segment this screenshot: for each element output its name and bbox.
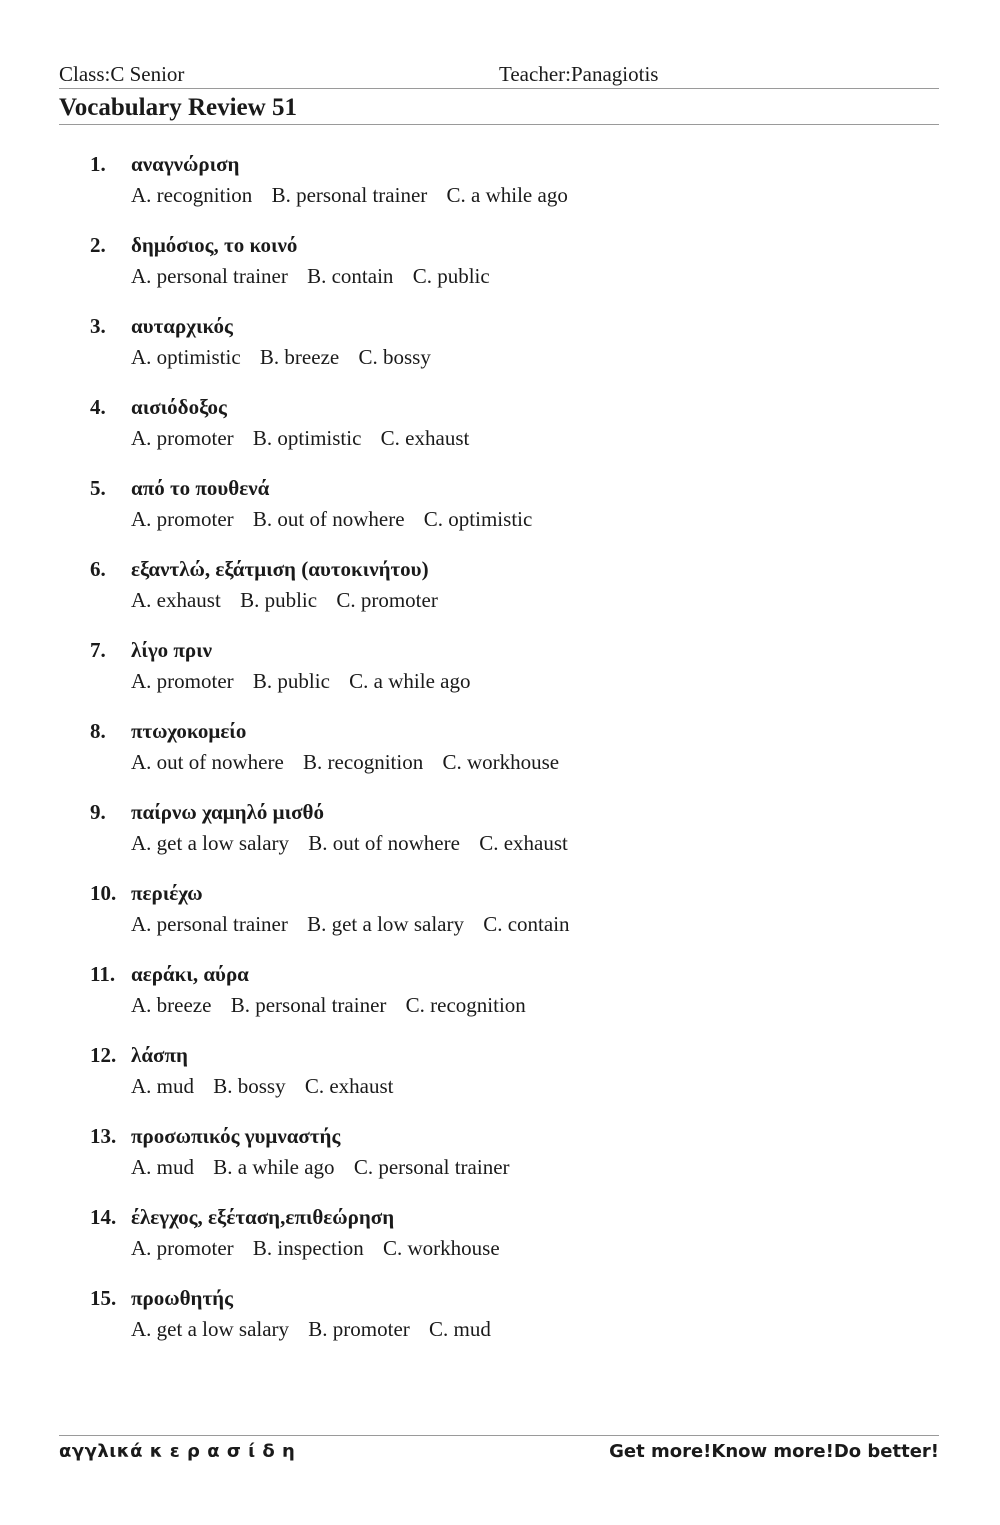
answer-options: [131, 667, 484, 695]
question-word: προωθητής: [131, 1286, 233, 1310]
question-word: λάσπη: [131, 1043, 188, 1067]
question-number: 8.: [90, 719, 106, 743]
question-item: [0, 474, 1000, 555]
question-item: [0, 1284, 1000, 1365]
answer-options: [131, 1153, 524, 1181]
question-number: 13.: [90, 1124, 117, 1148]
question-number: 4.: [90, 395, 106, 419]
option-b[interactable]: B. promoter: [308, 1317, 410, 1341]
question-word: αναγνώριση: [131, 152, 240, 176]
question-item: [0, 393, 1000, 474]
answer-options: [131, 748, 573, 776]
option-a[interactable]: A. get a low salary: [131, 831, 290, 855]
question-number: 15.: [90, 1286, 117, 1310]
option-a[interactable]: A. promoter: [131, 426, 234, 450]
option-c[interactable]: C. optimistic: [423, 507, 533, 531]
option-c[interactable]: C. promoter: [336, 588, 438, 612]
option-a[interactable]: A. promoter: [131, 669, 234, 693]
option-b[interactable]: B. optimistic: [252, 426, 362, 450]
question-number: 11.: [90, 962, 116, 986]
option-c[interactable]: C. bossy: [358, 345, 431, 369]
question-word: πτωχοκομείο: [131, 719, 247, 743]
option-a[interactable]: A. mud: [131, 1074, 194, 1098]
option-b[interactable]: B. out of nowhere: [308, 831, 460, 855]
option-a[interactable]: A. breeze: [131, 993, 212, 1017]
option-b[interactable]: B. contain: [307, 264, 394, 288]
question-list: [0, 150, 1000, 1365]
option-c[interactable]: C. workhouse: [382, 1236, 500, 1260]
question-number: 10.: [90, 881, 117, 905]
teacher-label: Teacher:Panagiotis: [499, 62, 659, 86]
answer-options: [131, 1315, 505, 1343]
option-c[interactable]: C. public: [412, 264, 490, 288]
question-item: [0, 555, 1000, 636]
option-b[interactable]: B. a while ago: [213, 1155, 335, 1179]
option-c[interactable]: C. mud: [429, 1317, 491, 1341]
question-word: αισιόδοξος: [131, 395, 227, 419]
question-item: [0, 312, 1000, 393]
option-b[interactable]: B. public: [240, 588, 318, 612]
question-word: εξαντλώ, εξάτμιση (αυτοκινήτου): [131, 557, 429, 581]
question-item: [0, 150, 1000, 231]
question-item: [0, 1041, 1000, 1122]
question-word: από το πουθενά: [131, 476, 270, 500]
footer-slogan: Get more!Know more!Do better!: [609, 1441, 939, 1462]
option-c[interactable]: C. exhaust: [380, 426, 470, 450]
question-number: 12.: [90, 1043, 117, 1067]
question-number: 3.: [90, 314, 106, 338]
question-word: περιέχω: [131, 881, 203, 905]
option-a[interactable]: A. get a low salary: [131, 1317, 290, 1341]
question-item: [0, 1203, 1000, 1284]
option-a[interactable]: A. personal trainer: [131, 264, 288, 288]
answer-options: [131, 262, 504, 290]
option-c[interactable]: C. exhaust: [479, 831, 568, 855]
option-c[interactable]: C. personal trainer: [353, 1155, 510, 1179]
question-word: λίγο πριν: [131, 638, 213, 662]
option-a[interactable]: A. personal trainer: [131, 912, 288, 936]
question-item: [0, 1122, 1000, 1203]
question-word: αεράκι, αύρα: [131, 962, 249, 986]
option-b[interactable]: B. personal trainer: [230, 993, 387, 1017]
option-b[interactable]: B. public: [252, 669, 330, 693]
option-b[interactable]: B. out of nowhere: [252, 507, 405, 531]
option-b[interactable]: B. breeze: [259, 345, 340, 369]
question-item: [0, 879, 1000, 960]
option-a[interactable]: A. optimistic: [131, 345, 241, 369]
class-label: Class:C Senior: [59, 62, 185, 86]
option-a[interactable]: A. exhaust: [131, 588, 221, 612]
option-c[interactable]: C. a while ago: [446, 183, 568, 207]
option-b[interactable]: B. get a low salary: [307, 912, 464, 936]
question-item: [0, 960, 1000, 1041]
question-word: προσωπικός γυμναστής: [131, 1124, 341, 1148]
option-a[interactable]: A. mud: [131, 1155, 194, 1179]
footer-divider: [59, 1435, 939, 1436]
question-item: [0, 231, 1000, 312]
answer-options: [131, 991, 540, 1019]
question-item: [0, 717, 1000, 798]
question-number: 5.: [90, 476, 106, 500]
question-number: 9.: [90, 800, 106, 824]
header-row: [59, 62, 939, 89]
option-a[interactable]: A. promoter: [131, 507, 234, 531]
question-word: έλεγχος, εξέταση,επιθεώρηση: [131, 1205, 395, 1229]
question-word: παίρνω χαμηλό μισθό: [131, 800, 324, 824]
answer-options: [131, 1234, 514, 1262]
question-number: 1.: [90, 152, 106, 176]
option-b[interactable]: B. personal trainer: [271, 183, 428, 207]
option-c[interactable]: C. workhouse: [442, 750, 560, 774]
footer-brand: αγγλικά κ ε ρ α σ ί δ η: [59, 1441, 296, 1462]
option-c[interactable]: C. contain: [483, 912, 570, 936]
option-b[interactable]: B. inspection: [252, 1236, 364, 1260]
answer-options: [131, 343, 445, 371]
question-number: 6.: [90, 557, 106, 581]
option-c[interactable]: C. a while ago: [349, 669, 471, 693]
question-item: [0, 798, 1000, 879]
question-number: 7.: [90, 638, 106, 662]
question-word: αυταρχικός: [131, 314, 233, 338]
option-c[interactable]: C. exhaust: [304, 1074, 394, 1098]
option-c[interactable]: C. recognition: [405, 993, 526, 1017]
answer-options: [131, 586, 452, 614]
answer-options: [131, 1072, 408, 1100]
page-title: Vocabulary Review 51: [59, 94, 297, 121]
answer-options: [131, 181, 582, 209]
question-number: 14.: [90, 1205, 117, 1229]
option-a[interactable]: A. recognition: [131, 183, 253, 207]
title-row: [59, 93, 939, 125]
question-word: δημόσιος, το κοινό: [131, 233, 298, 257]
question-item: [0, 636, 1000, 717]
question-number: 2.: [90, 233, 106, 257]
answer-options: [131, 829, 582, 857]
option-a[interactable]: A. promoter: [131, 1236, 234, 1260]
option-b[interactable]: B. recognition: [303, 750, 424, 774]
answer-options: [131, 505, 546, 533]
option-a[interactable]: A. out of nowhere: [131, 750, 284, 774]
answer-options: [131, 424, 483, 452]
option-b[interactable]: B. bossy: [213, 1074, 286, 1098]
answer-options: [131, 910, 584, 938]
